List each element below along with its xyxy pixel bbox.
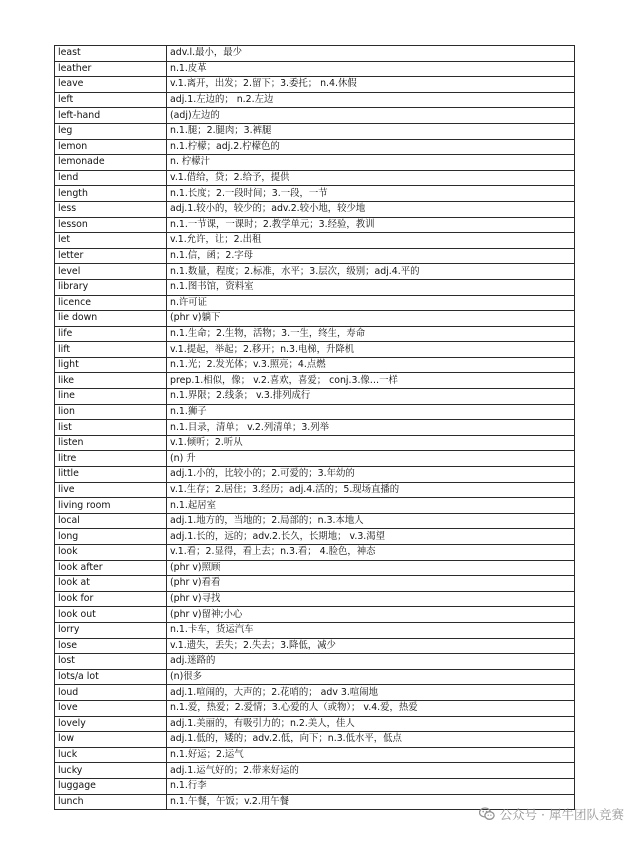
definition-cell: adj.1.左边的； n.2.左边 xyxy=(167,92,575,108)
table-row xyxy=(55,139,575,155)
word-cell: long xyxy=(55,529,167,545)
table-row xyxy=(55,123,575,139)
word-cell: licence xyxy=(55,295,167,311)
table-row xyxy=(55,654,575,670)
word-cell: listen xyxy=(55,435,167,451)
word-cell: local xyxy=(55,513,167,529)
word-cell: look xyxy=(55,545,167,561)
word-cell: look out xyxy=(55,607,167,623)
definition-cell: prep.1.相似，像； v.2.喜欢，喜爱； conj.3.像…一样 xyxy=(167,373,575,389)
word-cell: leave xyxy=(55,77,167,93)
table-row xyxy=(55,482,575,498)
definition-cell: v.1.看；2.显得，看上去；n.3.看； 4.脸色，神态 xyxy=(167,545,575,561)
definition-cell: n.1.信，函；2.字母 xyxy=(167,248,575,264)
definition-cell: v.1.提起，举起；2.移开；n.3.电梯，升降机 xyxy=(167,342,575,358)
table-row xyxy=(55,326,575,342)
table-row xyxy=(55,77,575,93)
table-row xyxy=(55,467,575,483)
table-row xyxy=(55,311,575,327)
table-row xyxy=(55,279,575,295)
table-row xyxy=(55,201,575,217)
word-cell: letter xyxy=(55,248,167,264)
table-row xyxy=(55,545,575,561)
word-cell: low xyxy=(55,732,167,748)
word-cell: library xyxy=(55,279,167,295)
table-row xyxy=(55,576,575,592)
word-cell: let xyxy=(55,233,167,249)
definition-cell: n.1.长度；2.一段时间；3.一段，一节 xyxy=(167,186,575,202)
word-cell: lunch xyxy=(55,794,167,810)
definition-cell: n.1.柠檬；adj.2.柠檬色的 xyxy=(167,139,575,155)
definition-cell: v.1.遗失，丢失；2.失去；3.降低，减少 xyxy=(167,638,575,654)
definition-cell: v.1.借给，贷；2.给予，提供 xyxy=(167,170,575,186)
table-row xyxy=(55,435,575,451)
word-cell: lost xyxy=(55,654,167,670)
definition-cell: v.1.倾听；2.听从 xyxy=(167,435,575,451)
definition-cell: adj.1.美丽的，有吸引力的；n.2.美人，佳人 xyxy=(167,716,575,732)
word-cell: lucky xyxy=(55,763,167,779)
definition-cell: (adj)左边的 xyxy=(167,108,575,124)
word-cell: leg xyxy=(55,123,167,139)
word-cell: like xyxy=(55,373,167,389)
wechat-icon xyxy=(479,807,495,821)
table-row xyxy=(55,560,575,576)
definition-cell: adj.1.小的，比较小的；2.可爱的；3.年幼的 xyxy=(167,467,575,483)
word-cell: least xyxy=(55,46,167,62)
word-cell: live xyxy=(55,482,167,498)
word-cell: living room xyxy=(55,498,167,514)
table-row xyxy=(55,498,575,514)
table-row xyxy=(55,186,575,202)
table-row xyxy=(55,513,575,529)
definition-cell: n.1.生命；2.生物，活物；3.一生，终生，寿命 xyxy=(167,326,575,342)
definition-cell: (phr v)照顾 xyxy=(167,560,575,576)
definition-cell: n.1.腿；2.腿肉；3.裤腿 xyxy=(167,123,575,139)
word-cell: lorry xyxy=(55,622,167,638)
word-cell: look at xyxy=(55,576,167,592)
table-row xyxy=(55,46,575,62)
word-cell: leather xyxy=(55,61,167,77)
definition-cell: n.1.一节课，一课时；2.教学单元；3.经验，教训 xyxy=(167,217,575,233)
table-row xyxy=(55,778,575,794)
table-row xyxy=(55,342,575,358)
table-row xyxy=(55,669,575,685)
word-cell: lots/a lot xyxy=(55,669,167,685)
definition-cell: n.1.皮革 xyxy=(167,61,575,77)
table-row xyxy=(55,264,575,280)
definition-cell: adj.1.喧闹的，大声的；2.花哨的； adv 3.喧闹地 xyxy=(167,685,575,701)
word-cell: lesson xyxy=(55,217,167,233)
definition-cell: v.1.离开，出发；2.留下；3.委托； n.4.休假 xyxy=(167,77,575,93)
word-cell: lemon xyxy=(55,139,167,155)
definition-cell: n.1.好运；2.运气 xyxy=(167,747,575,763)
definition-cell: n.1.图书馆，资料室 xyxy=(167,279,575,295)
word-cell: level xyxy=(55,264,167,280)
word-cell: lemonade xyxy=(55,155,167,171)
table-row xyxy=(55,732,575,748)
definition-cell: (phr v)躺下 xyxy=(167,311,575,327)
table-row xyxy=(55,638,575,654)
word-cell: light xyxy=(55,357,167,373)
word-cell: lift xyxy=(55,342,167,358)
table-row xyxy=(55,389,575,405)
word-cell: lovely xyxy=(55,716,167,732)
definition-cell: adj.1.地方的，当地的；2.局部的；n.3.本地人 xyxy=(167,513,575,529)
table-row xyxy=(55,233,575,249)
definition-cell: (n)很多 xyxy=(167,669,575,685)
table-row xyxy=(55,217,575,233)
table-row xyxy=(55,92,575,108)
word-cell: look for xyxy=(55,591,167,607)
word-cell: lend xyxy=(55,170,167,186)
definition-cell: (phr v)留神;小心 xyxy=(167,607,575,623)
word-cell: love xyxy=(55,700,167,716)
table-row xyxy=(55,716,575,732)
word-cell: left-hand xyxy=(55,108,167,124)
definition-cell: n.许可证 xyxy=(167,295,575,311)
definition-cell: n.1.卡车，货运汽车 xyxy=(167,622,575,638)
table-row xyxy=(55,295,575,311)
definition-cell: n.1.数量，程度；2.标准，水平；3.层次，级别；adj.4.平的 xyxy=(167,264,575,280)
table-row xyxy=(55,248,575,264)
word-cell: life xyxy=(55,326,167,342)
table-row xyxy=(55,747,575,763)
watermark-text: 公众号 · 犀牛团队竞赛 xyxy=(499,807,624,822)
table-row xyxy=(55,108,575,124)
word-cell: less xyxy=(55,201,167,217)
definition-cell: (phr v)看看 xyxy=(167,576,575,592)
vocabulary-table-body xyxy=(55,46,575,810)
table-row xyxy=(55,685,575,701)
word-cell: luck xyxy=(55,747,167,763)
word-cell: litre xyxy=(55,451,167,467)
table-row xyxy=(55,763,575,779)
table-row xyxy=(55,357,575,373)
word-cell: list xyxy=(55,420,167,436)
word-cell: left xyxy=(55,92,167,108)
word-cell: lion xyxy=(55,404,167,420)
table-row xyxy=(55,529,575,545)
table-row xyxy=(55,591,575,607)
definition-cell: (phr v)寻找 xyxy=(167,591,575,607)
definition-cell: n.1.起居室 xyxy=(167,498,575,514)
word-cell: lose xyxy=(55,638,167,654)
word-cell: luggage xyxy=(55,778,167,794)
definition-cell: v.1.允许，让；2.出租 xyxy=(167,233,575,249)
definition-cell: n.1.行李 xyxy=(167,778,575,794)
definition-cell: n.1.午餐，午饭；v.2.用午餐 xyxy=(167,794,575,810)
word-cell: look after xyxy=(55,560,167,576)
watermark xyxy=(479,805,624,823)
definition-cell: n.1.目录，清单； v.2.列清单；3.列举 xyxy=(167,420,575,436)
word-cell: lie down xyxy=(55,311,167,327)
definition-cell: n. 柠檬汁 xyxy=(167,155,575,171)
table-row xyxy=(55,155,575,171)
definition-cell: adv.l.最小，最少 xyxy=(167,46,575,62)
definition-cell: n.1.爱，热爱；2.爱情；3.心爱的人（或物）； v.4.爱，热爱 xyxy=(167,700,575,716)
table-row xyxy=(55,607,575,623)
definition-cell: n.1.狮子 xyxy=(167,404,575,420)
definition-cell: adj.1.运气好的；2.带来好运的 xyxy=(167,763,575,779)
table-row xyxy=(55,622,575,638)
word-cell: loud xyxy=(55,685,167,701)
table-row xyxy=(55,61,575,77)
table-row xyxy=(55,451,575,467)
table-row xyxy=(55,420,575,436)
definition-cell: adj.1.长的，远的；adv.2.长久，长期地； v.3.渴望 xyxy=(167,529,575,545)
table-row xyxy=(55,170,575,186)
word-cell: length xyxy=(55,186,167,202)
table-row xyxy=(55,373,575,389)
definition-cell: adj.1.较小的，较少的；adv.2.较小地，较少地 xyxy=(167,201,575,217)
word-cell: little xyxy=(55,467,167,483)
definition-cell: adj.迷路的 xyxy=(167,654,575,670)
definition-cell: (n) 升 xyxy=(167,451,575,467)
word-cell: line xyxy=(55,389,167,405)
vocabulary-table xyxy=(54,45,575,810)
definition-cell: v.1.生存；2.居住；3.经历；adj.4.活的；5.现场直播的 xyxy=(167,482,575,498)
definition-cell: adj.1.低的，矮的；adv.2.低，向下；n.3.低水平，低点 xyxy=(167,732,575,748)
table-row xyxy=(55,404,575,420)
definition-cell: n.1.界限；2.线条； v.3.排列成行 xyxy=(167,389,575,405)
table-row xyxy=(55,700,575,716)
definition-cell: n.1.光；2.发光体；v.3.照亮；4.点燃 xyxy=(167,357,575,373)
